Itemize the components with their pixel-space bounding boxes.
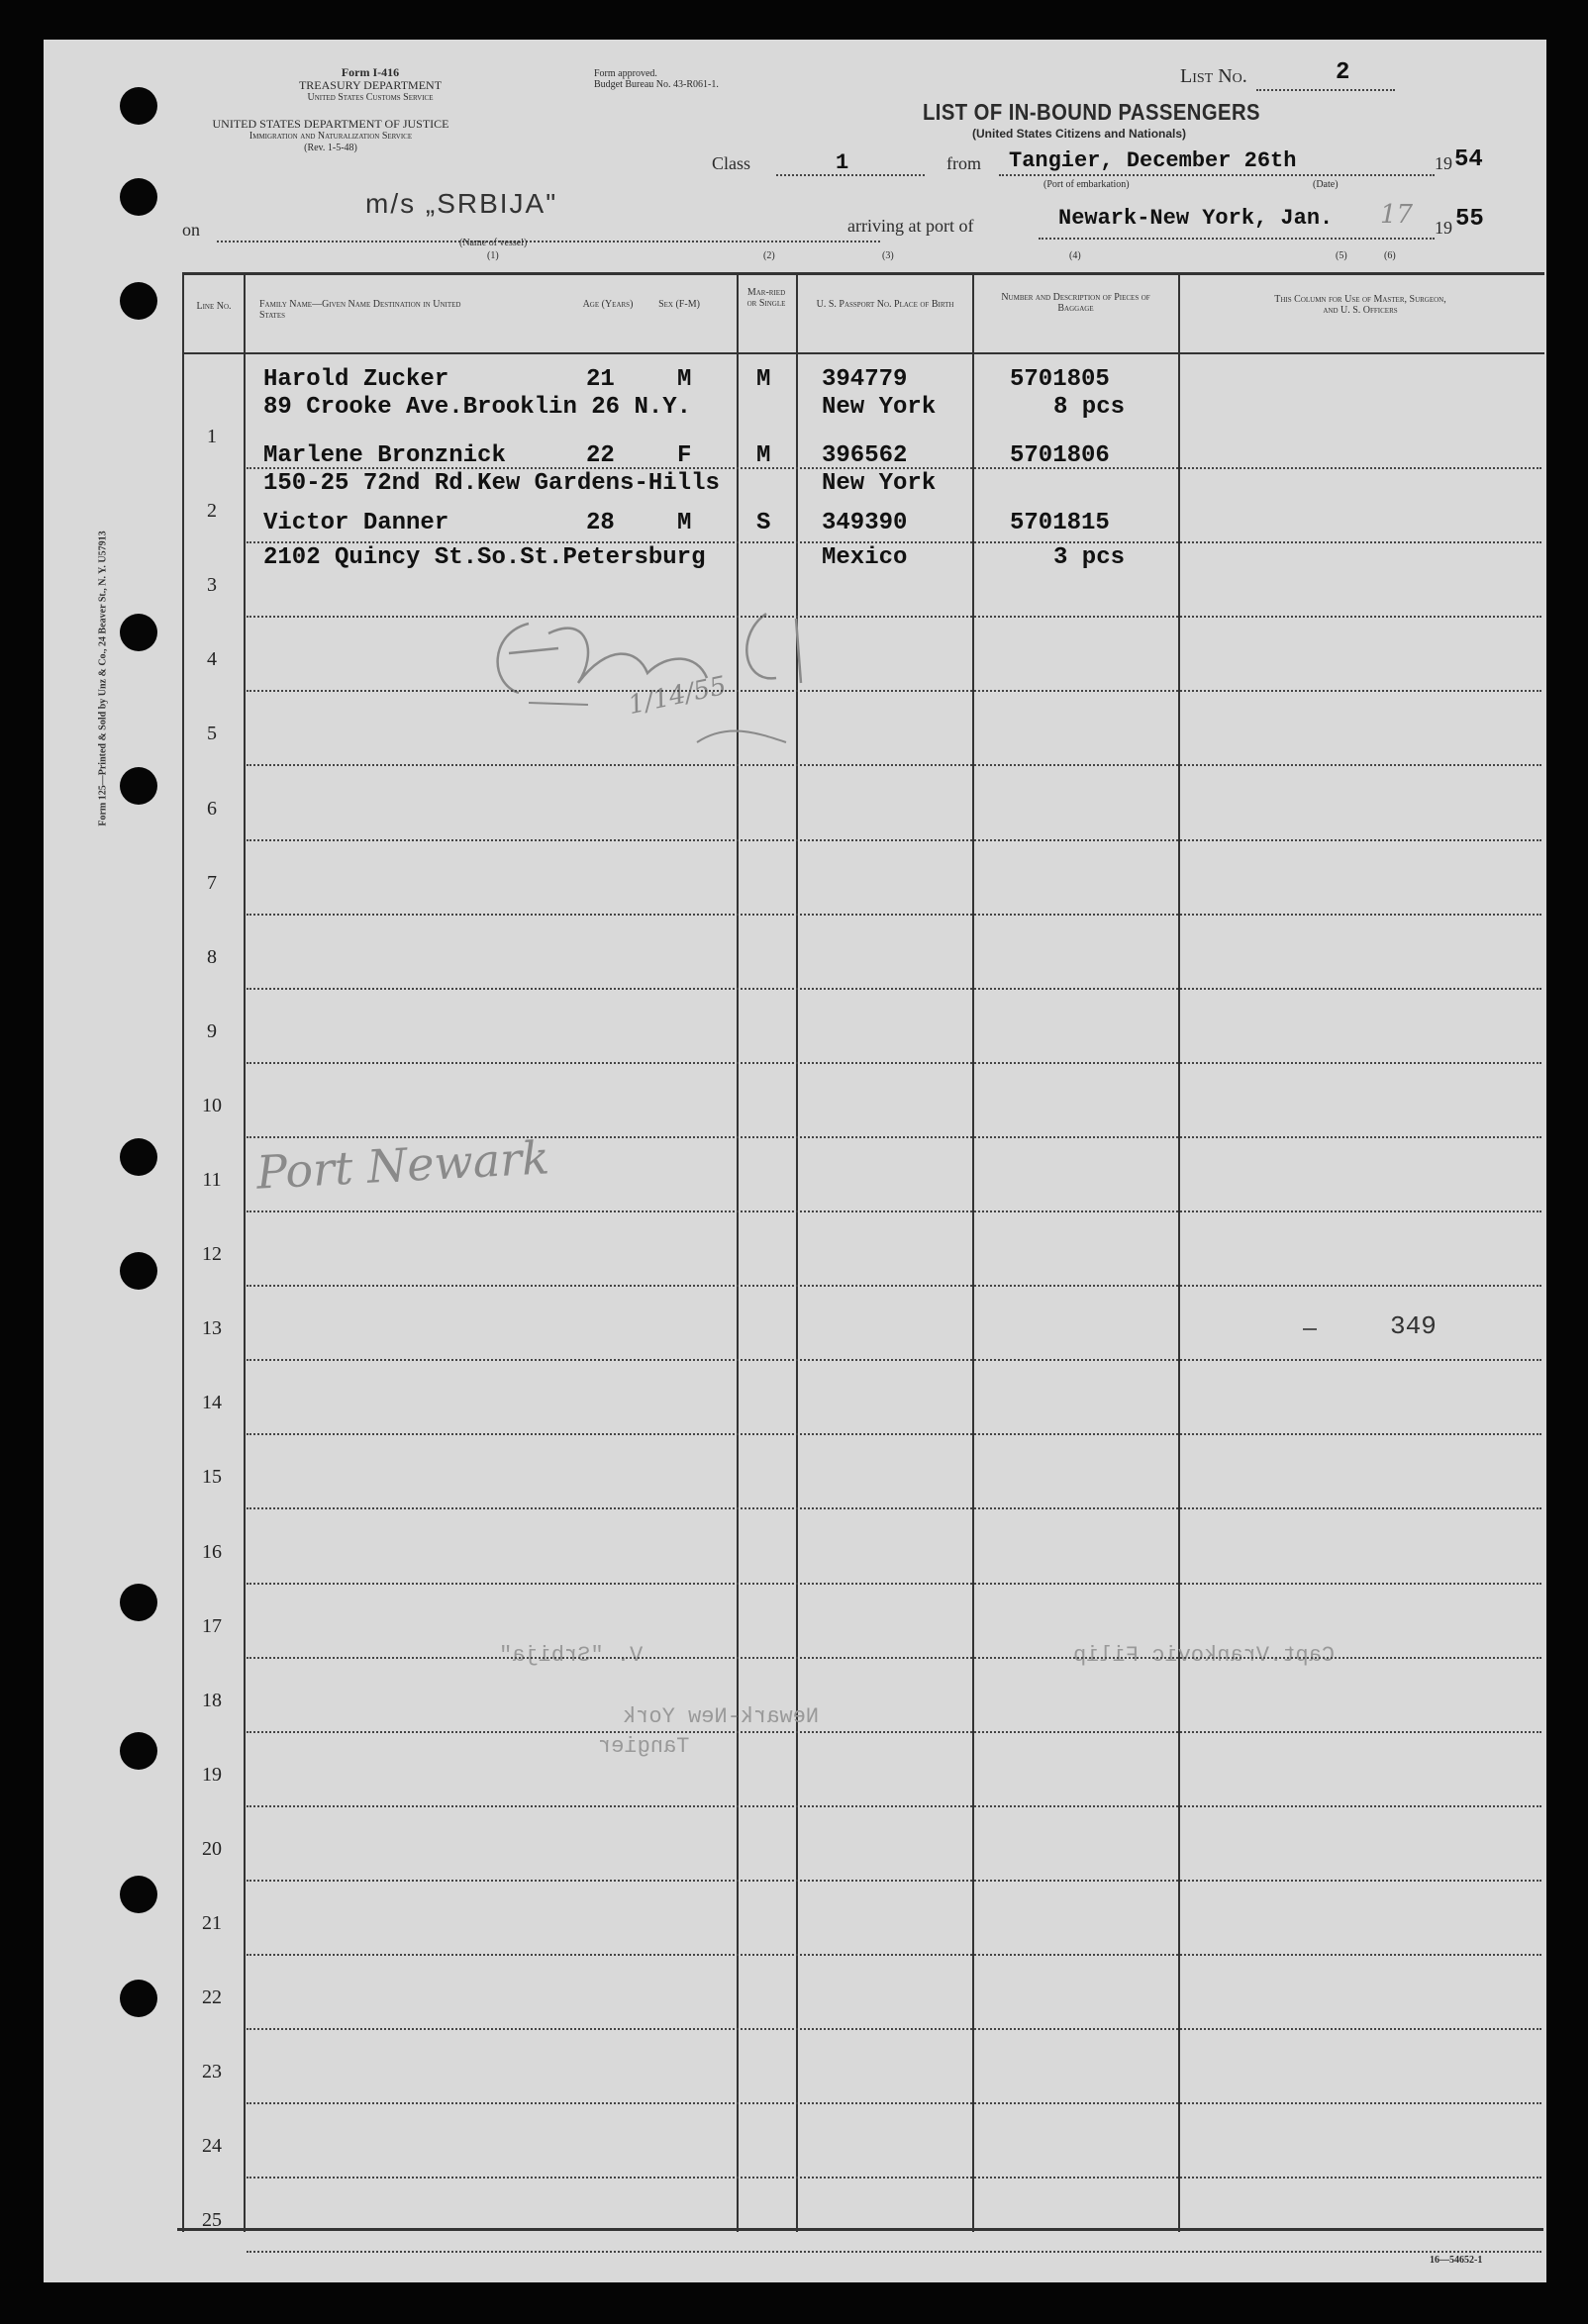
line-number: 10 xyxy=(202,1094,222,1116)
form-approved: Form approved. xyxy=(594,68,657,79)
caption-5: (5) xyxy=(1336,250,1347,261)
col-header-married: Mar-ried or Single xyxy=(746,287,786,309)
table-left-border xyxy=(182,272,184,2232)
passenger-2-baggage: 5701806 xyxy=(1010,442,1110,469)
arriving-label: arriving at port of xyxy=(847,216,974,236)
form-number: Form I-416 xyxy=(341,65,400,79)
binder-hole xyxy=(120,1732,157,1770)
document-subtitle: (United States Citizens and Nationals) xyxy=(972,127,1187,141)
vessel-caption: (Name of vessel) xyxy=(459,238,528,248)
passenger-1-address: 89 Crooke Ave.Brooklin 26 N.Y. xyxy=(263,394,692,421)
table-bottom-border xyxy=(177,2228,1543,2231)
line-number: 13 xyxy=(202,1317,222,1340)
caption-4: (4) xyxy=(1069,250,1081,261)
caption-2: (2) xyxy=(763,250,775,261)
port-of-embarkation: Tangier, December 26th xyxy=(1009,148,1297,173)
row-dotted-rule xyxy=(247,764,1541,766)
passenger-3-passport: 349390 xyxy=(822,510,908,536)
binder-hole xyxy=(120,614,157,651)
customs-service: United States Customs Service xyxy=(307,92,434,103)
line-number: 1 xyxy=(207,426,217,447)
handwritten-port-newark: Port Newark xyxy=(254,1130,551,1200)
year1-value: 54 xyxy=(1454,146,1483,173)
passenger-1-pieces: 8 pcs xyxy=(1053,394,1126,421)
passenger-3-sex: M xyxy=(677,510,692,536)
year2-value: 55 xyxy=(1455,206,1484,233)
passenger-2-age: 22 xyxy=(586,442,615,469)
passenger-1-passport: 394779 xyxy=(822,366,908,393)
document-title: LIST OF IN-BOUND PASSENGERS xyxy=(923,99,1260,125)
col-header-baggage: Number and Description of Pieces of Baggage xyxy=(1001,292,1150,314)
passenger-2-birthplace: New York xyxy=(822,470,937,497)
row-dotted-rule xyxy=(247,1731,1541,1733)
line-number: 17 xyxy=(202,1614,222,1637)
line-number: 15 xyxy=(202,1466,222,1489)
row-dotted-rule xyxy=(247,1210,1541,1212)
binder-hole xyxy=(120,1876,157,1913)
binder-hole xyxy=(120,282,157,320)
handwritten-signature xyxy=(469,594,845,772)
line-number: 16 xyxy=(202,1540,222,1563)
printer-side-text: Form 125—Printed & Sold by Unz & Co., 24 Beaver St., N. Y. U57913 xyxy=(97,531,109,826)
row-dotted-rule xyxy=(247,2028,1541,2030)
passenger-1-age: 21 xyxy=(586,366,615,393)
passenger-1-sex: M xyxy=(677,366,692,393)
row-dotted-rule xyxy=(247,1954,1541,1956)
bleed-vessel: V. "Srbija" xyxy=(499,1643,644,1668)
row-dotted-rule xyxy=(247,1805,1541,1807)
caption-6: (6) xyxy=(1384,250,1396,261)
passenger-2-sex: F xyxy=(677,442,692,469)
passenger-3-birthplace: Mexico xyxy=(822,544,908,571)
line-number: 12 xyxy=(202,1243,222,1266)
treasury-department: TREASURY DEPARTMENT xyxy=(298,78,443,92)
line-number: 14 xyxy=(202,1392,222,1414)
bleed-port: Newark-New York xyxy=(623,1704,820,1729)
year2-prefix: 19 xyxy=(1435,218,1452,238)
from-line xyxy=(999,174,1435,176)
caption-3: (3) xyxy=(882,250,894,261)
line-number: 5 xyxy=(207,723,217,745)
passenger-2-address: 150-25 72nd Rd.Kew Gardens-Hills xyxy=(263,470,720,497)
col-divider-line-no xyxy=(244,272,246,2232)
col-divider-name xyxy=(737,272,739,2232)
passenger-2-name: Marlene Bronznick xyxy=(263,442,506,469)
row-dotted-rule xyxy=(247,1285,1541,1287)
binder-hole xyxy=(120,767,157,805)
col-divider-passport xyxy=(972,272,974,2232)
line-number: 6 xyxy=(207,797,217,820)
class-label: Class xyxy=(712,153,751,173)
list-no-line xyxy=(1256,89,1395,91)
port-of-arrival: Newark-New York, Jan. xyxy=(1058,206,1334,231)
row-dotted-rule xyxy=(247,2251,1541,2253)
row-dotted-rule xyxy=(247,2177,1541,2179)
passenger-1-baggage: 5701805 xyxy=(1010,366,1110,393)
passenger-2-passport: 396562 xyxy=(822,442,908,469)
line-number: 23 xyxy=(202,2061,222,2083)
row-dotted-rule xyxy=(247,1583,1541,1585)
officer-mark xyxy=(1303,1328,1317,1330)
line-number: 22 xyxy=(202,1986,222,2009)
line-number: 2 xyxy=(207,500,217,523)
row-dotted-rule xyxy=(247,1880,1541,1882)
line-number: 9 xyxy=(207,1019,217,1042)
year1-prefix: 19 xyxy=(1435,153,1452,173)
class-value: 1 xyxy=(836,150,849,175)
from-label: from xyxy=(946,153,981,173)
row-dotted-rule xyxy=(247,914,1541,916)
date-caption: (Date) xyxy=(1313,179,1339,190)
passenger-1-married: M xyxy=(756,366,771,393)
line-number: 18 xyxy=(202,1689,222,1711)
row-dotted-rule xyxy=(247,1657,1541,1659)
col-header-age: Age (Years) xyxy=(582,299,634,310)
passenger-3-baggage: 5701815 xyxy=(1010,510,1110,536)
binder-hole xyxy=(120,1252,157,1290)
col-header-officers: This Column for Use of Master, Surgeon, and U. S. Officers xyxy=(1274,294,1446,316)
passenger-3-name: Victor Danner xyxy=(263,510,449,536)
binder-hole xyxy=(120,87,157,125)
line-number: 21 xyxy=(202,1912,222,1934)
row-dotted-rule xyxy=(247,616,1541,618)
line-number: 7 xyxy=(207,871,217,894)
arriving-line xyxy=(1039,238,1435,240)
bleed-tangier: Tangier xyxy=(598,1734,690,1759)
passenger-3-address: 2102 Quincy St.So.St.Petersburg xyxy=(263,544,706,571)
line-number: 20 xyxy=(202,1837,222,1860)
footer-code: 16—54652-1 xyxy=(1430,2255,1483,2266)
col-header-name: Family Name—Given Name Destination in United States xyxy=(259,299,461,321)
handwritten-date: 1/14/55 xyxy=(625,670,730,722)
col-header-line-no: Line No. xyxy=(196,301,232,312)
port-embarkation-caption: (Port of embarkation) xyxy=(1043,179,1130,190)
col-header-sex: Sex (F-M) xyxy=(658,299,700,310)
header-bottom-border xyxy=(182,352,1544,354)
row-dotted-rule xyxy=(247,1433,1541,1435)
caption-1: (1) xyxy=(487,250,499,261)
passenger-3-age: 28 xyxy=(586,510,615,536)
revision-date: (Rev. 1-5-48) xyxy=(304,143,357,153)
row-dotted-rule xyxy=(247,541,1541,543)
passenger-3-married: S xyxy=(756,510,771,536)
budget-bureau: Budget Bureau No. 43-R061-1. xyxy=(594,79,719,90)
vessel-line xyxy=(217,241,880,242)
binder-hole xyxy=(120,1584,157,1621)
passenger-1-name: Harold Zucker xyxy=(263,366,449,393)
binder-hole xyxy=(120,1138,157,1176)
on-label: on xyxy=(182,220,200,240)
row-dotted-rule xyxy=(247,1062,1541,1064)
manifest-page xyxy=(44,40,1546,2282)
row-dotted-rule xyxy=(247,1507,1541,1509)
list-no-value: 2 xyxy=(1336,59,1350,86)
line-number: 4 xyxy=(207,648,217,671)
row-dotted-rule xyxy=(247,839,1541,841)
row-dotted-rule xyxy=(247,1359,1541,1361)
line-number: 19 xyxy=(202,1763,222,1786)
line-number: 25 xyxy=(202,2209,222,2232)
row-dotted-rule xyxy=(247,690,1541,692)
binder-hole xyxy=(120,1980,157,2017)
row-dotted-rule xyxy=(247,2102,1541,2104)
line-number: 24 xyxy=(202,2135,222,2158)
line-number: 8 xyxy=(207,945,217,968)
arrival-day-handwritten: 17 xyxy=(1380,200,1414,230)
col-header-passport: U. S. Passport No. Place of Birth xyxy=(816,299,954,310)
class-line xyxy=(776,174,925,176)
immigration-service: Immigration and Naturalization Service xyxy=(248,131,413,142)
passenger-1-birthplace: New York xyxy=(822,394,937,421)
col-divider-married xyxy=(796,272,798,2232)
list-no-label: List No. xyxy=(1180,65,1247,87)
line-number: 11 xyxy=(202,1169,222,1191)
table-top-border xyxy=(182,272,1544,275)
row-dotted-rule xyxy=(247,988,1541,990)
row-dotted-rule xyxy=(247,467,1541,469)
passenger-3-pieces: 3 pcs xyxy=(1053,544,1126,571)
bleed-captain: Capt.Vrankovic Filip xyxy=(1073,1643,1336,1668)
line-number: 3 xyxy=(207,574,217,597)
col-divider-baggage xyxy=(1178,272,1180,2232)
binder-hole xyxy=(120,178,157,216)
row-dotted-rule xyxy=(247,1136,1541,1138)
vessel-name: m/s „SRBIJA" xyxy=(365,188,558,219)
justice-department: UNITED STATES DEPARTMENT OF JUSTICE xyxy=(212,117,449,131)
passenger-2-married: M xyxy=(756,442,771,469)
officer-number: 349 xyxy=(1390,1311,1437,1341)
